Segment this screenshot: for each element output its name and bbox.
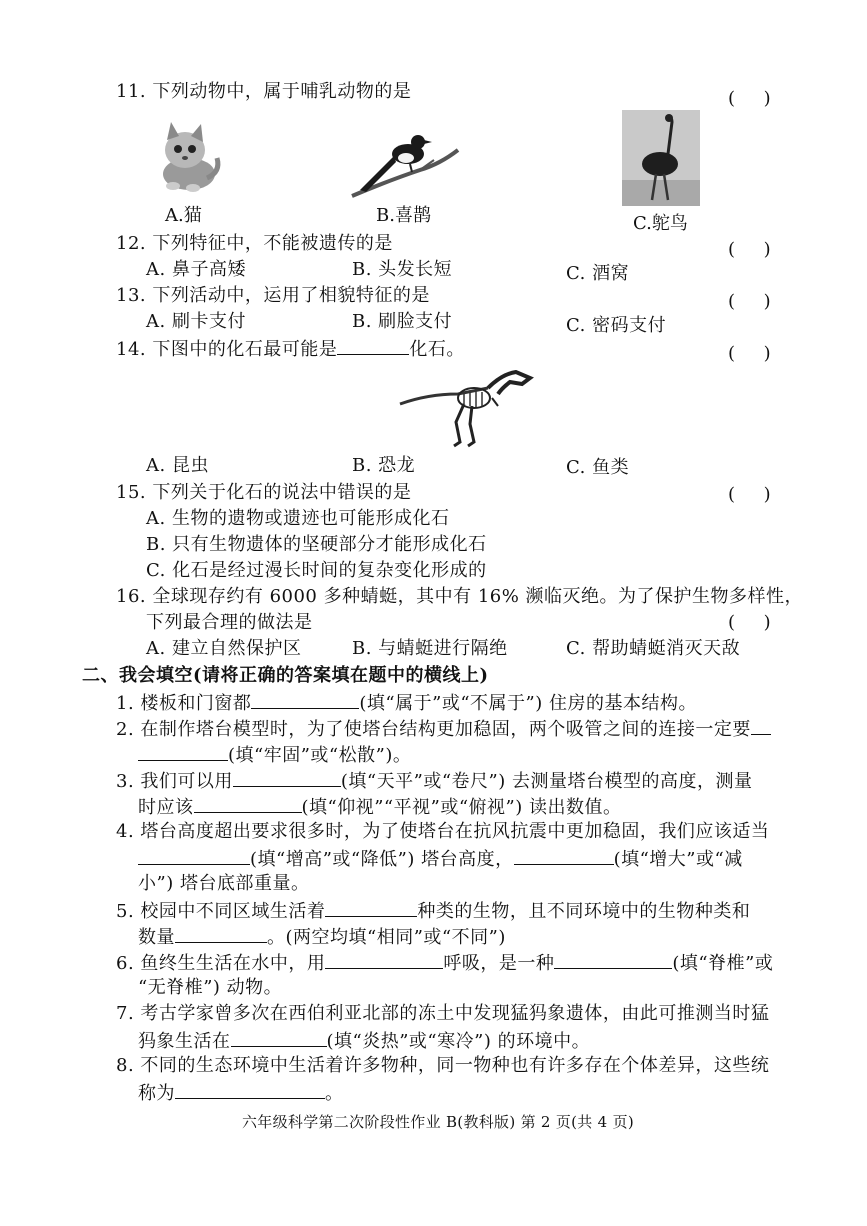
fill-3-line1: 3. 我们可以用 (填“天平”或“卷尺”) 去测量塔台模型的高度，测量 bbox=[116, 768, 752, 794]
fill-5-blank-2[interactable] bbox=[175, 924, 267, 943]
q11-stem: 11. 下列动物中，属于哺乳动物的是 bbox=[116, 81, 412, 102]
q12-option-b: B. 头发长短 bbox=[352, 259, 453, 280]
cat-image bbox=[147, 118, 225, 194]
q13-option-c: C. 密码支付 bbox=[566, 315, 667, 336]
q16-answer-paren: ( ) bbox=[728, 612, 771, 633]
q12-option-c: C. 酒窝 bbox=[566, 263, 630, 284]
fill-3-blank-1[interactable] bbox=[233, 768, 341, 787]
q14-answer-paren: ( ) bbox=[728, 343, 771, 364]
fill-4-blank-1[interactable] bbox=[138, 846, 250, 865]
q12-stem: 12. 下列特征中，不能被遗传的是 bbox=[116, 233, 393, 254]
fill-8-line1: 8. 不同的生态环境中生活着许多物种，同一物种也有许多存在个体差异，这些统 bbox=[116, 1055, 770, 1076]
q16-option-c: C. 帮助蜻蜓消灭天敌 bbox=[566, 638, 741, 659]
q13-stem: 13. 下列活动中，运用了相貌特征的是 bbox=[116, 285, 430, 306]
fill-3-blank-2[interactable] bbox=[194, 794, 302, 813]
fill-3-line2: 时应该 (填“仰视”“平视”或“俯视”) 读出数值。 bbox=[138, 794, 621, 820]
fill-2-line1: 2. 在制作塔台模型时，为了使塔台结构更加稳固，两个吸管之间的连接一定要 bbox=[116, 716, 771, 742]
q14-option-c: C. 鱼类 bbox=[566, 457, 630, 478]
q15-option-c: C. 化石是经过漫长时间的复杂变化形成的 bbox=[146, 560, 487, 581]
q11-option-c: C.鸵鸟 bbox=[633, 213, 688, 234]
q11-option-b: B.喜鹊 bbox=[376, 205, 431, 226]
dinosaur-fossil-image bbox=[398, 364, 534, 448]
q13-answer-paren: ( ) bbox=[728, 291, 771, 312]
fill-5-blank-1[interactable] bbox=[325, 898, 417, 917]
q11-answer-paren: ( ) bbox=[728, 88, 771, 109]
q12-answer-paren: ( ) bbox=[728, 239, 771, 260]
q11-option-a: A.猫 bbox=[165, 205, 202, 226]
fill-7-line1: 7. 考古学家曾多次在西伯利亚北部的冻土中发现猛犸象遗体，由此可推测当时猛 bbox=[116, 1003, 770, 1024]
fill-6-line1: 6. 鱼终生生活在水中，用 呼吸，是一种 (填“脊椎”或 bbox=[116, 950, 773, 976]
q13-option-b: B. 刷脸支付 bbox=[352, 311, 453, 332]
fill-7-blank[interactable] bbox=[231, 1028, 327, 1047]
q15-stem: 15. 下列关于化石的说法中错误的是 bbox=[116, 482, 412, 503]
fill-4-line3: 小”) 塔台底部重量。 bbox=[138, 873, 310, 894]
q14-option-a: A. 昆虫 bbox=[146, 455, 209, 476]
ostrich-image bbox=[622, 110, 700, 206]
fill-6-blank-1[interactable] bbox=[325, 950, 443, 969]
fill-1: 1. 楼板和门窗都 (填“属于”或“不属于”) 住房的基本结构。 bbox=[116, 690, 697, 716]
fill-2-blank[interactable] bbox=[138, 742, 228, 761]
q14-option-b: B. 恐龙 bbox=[352, 455, 416, 476]
q16-stem-line1: 16. 全球现存约有 6000 多种蜻蜓，其中有 16% 濒临灭绝。为了保护生物多样性， bbox=[116, 586, 804, 607]
fill-8-blank[interactable] bbox=[175, 1080, 325, 1099]
fill-7-line2: 犸象生活在 (填“炎热”或“寒冷”) 的环境中。 bbox=[138, 1028, 590, 1054]
page-footer: 六年级科学第二次阶段性作业 B(教科版) 第 2 页(共 4 页) bbox=[242, 1113, 635, 1131]
fill-8-line2: 称为 。 bbox=[138, 1080, 344, 1106]
fill-5-line2: 数量 。(两空均填“相同”或“不同”) bbox=[138, 924, 506, 950]
fill-4-line2: (填“增高”或“降低”) 塔台高度， (填“增大”或“减 bbox=[138, 846, 743, 872]
fill-5-line1: 5. 校园中不同区域生活着 种类的生物，且不同环境中的生物种类和 bbox=[116, 898, 750, 924]
section-2-title: 二、我会填空(请将正确的答案填在题中的横线上) bbox=[82, 665, 489, 686]
q15-option-b: B. 只有生物遗体的坚硬部分才能形成化石 bbox=[146, 534, 487, 555]
fill-6-line2: “无脊椎”) 动物。 bbox=[138, 977, 283, 998]
fill-1-blank[interactable] bbox=[251, 690, 359, 709]
q16-option-a: A. 建立自然保护区 bbox=[146, 638, 302, 659]
fill-2-line2: (填“牢固”或“松散”)。 bbox=[138, 742, 411, 768]
q14-blank[interactable] bbox=[337, 336, 409, 355]
fill-4-blank-2[interactable] bbox=[514, 846, 614, 865]
fill-2-blank-start[interactable] bbox=[751, 716, 771, 735]
fill-4-line1: 4. 塔台高度超出要求很多时，为了使塔台在抗风抗震中更加稳固，我们应该适当 bbox=[116, 821, 770, 842]
q16-option-b: B. 与蜻蜓进行隔绝 bbox=[352, 638, 508, 659]
q13-option-a: A. 刷卡支付 bbox=[146, 311, 246, 332]
fill-6-blank-2[interactable] bbox=[554, 950, 672, 969]
q15-option-a: A. 生物的遗物或遗迹也可能形成化石 bbox=[146, 508, 450, 529]
q12-option-a: A. 鼻子高矮 bbox=[146, 259, 246, 280]
q15-answer-paren: ( ) bbox=[728, 484, 771, 505]
q14-stem: 14. 下图中的化石最可能是 化石。 bbox=[116, 336, 465, 362]
magpie-image bbox=[350, 120, 460, 200]
q16-stem-line2: 下列最合理的做法是 bbox=[146, 612, 313, 633]
